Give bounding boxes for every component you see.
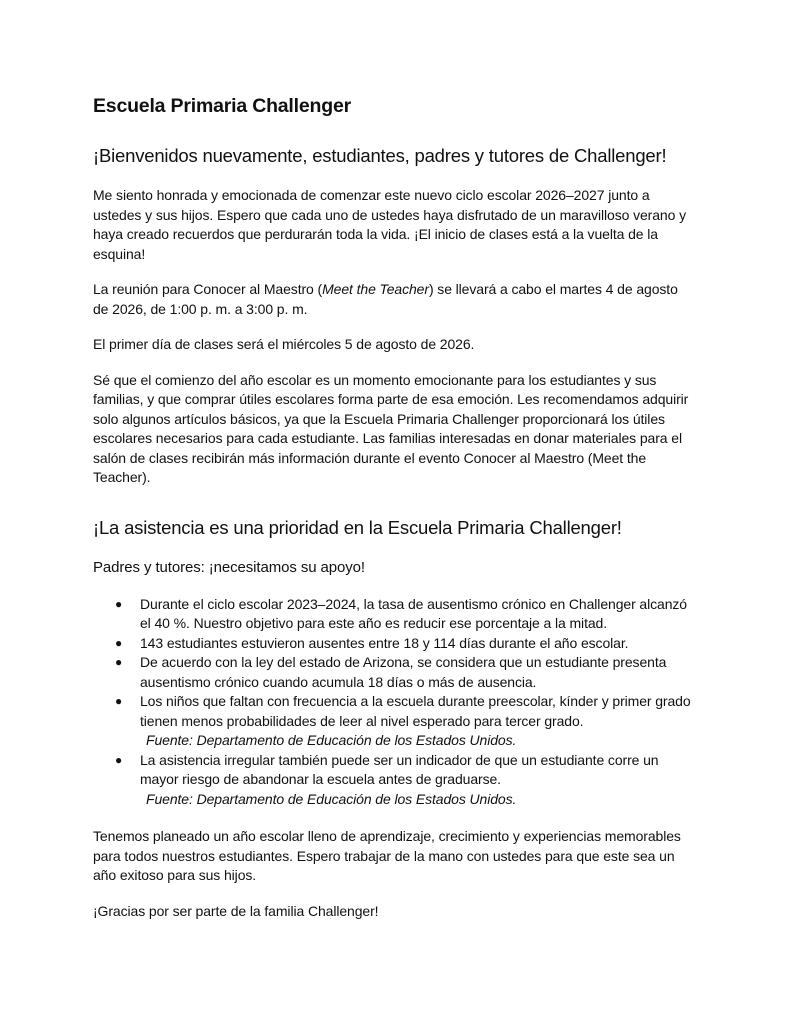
planning-paragraph: Tenemos planeado un año escolar lleno de aprendizaje, crecimiento y experiencias memorables para todos nuestros estudiantes. Espero trabajar de la mano con ustedes para que este sea un año exitoso para sus hijos.	[93, 828, 681, 883]
support-line: Padres y tutores: ¡necesitamos su apoyo!	[93, 558, 365, 576]
bullet-text: Durante el ciclo escolar 2023–2024, la tasa de ausentismo crónico en Challenger alcanzó el 40 %. Nuestro objetivo para este año es reducir ese porcentaje a la mitad.	[140, 595, 687, 631]
bullet-text: De acuerdo con la ley del estado de Arizona, se considera que un estudiante presenta ausentismo crónico cuando acumula 18 días o más de ausencia.	[140, 654, 667, 690]
bullet-text: 143 estudiantes estuvieron ausentes entre 18 y 114 días durante el año escolar.	[140, 634, 629, 651]
meet-teacher-paragraph	[93, 280, 695, 319]
first-day-paragraph: El primer día de clases será el miércoles 5 de agosto de 2026.	[93, 336, 475, 352]
closing-line: ¡Gracias por ser parte de la familia Challenger!	[93, 902, 379, 919]
bullet-icon: ●	[115, 655, 123, 669]
bullet-item	[115, 751, 695, 810]
bullet-source: Fuente: Departamento de Educación de los Estados Unidos.	[146, 790, 517, 807]
bullet-icon: ●	[115, 694, 123, 708]
bullet-icon: ●	[115, 752, 123, 767]
bullet-text: Los niños que faltan con frecuencia a la escuela durante preescolar, kínder y primer grado tienen menos probabilidades de leer al nivel esperado para tercer grado.	[140, 693, 691, 729]
intro-paragraph: Me siento honrada y emocionada de comenzar este nuevo ciclo escolar 2026–2027 junto a ustedes y sus hijos. Espero que cada uno de ustedes haya disfrutado de un maravilloso verano y haya creado recuerdos que perdurarán toda la vida. ¡El inicio de clases está a la vuelta de la esquina!	[93, 187, 686, 262]
bullet-item	[115, 692, 695, 751]
bullet-source: Fuente: Departamento de Educación de los Estados Unidos.	[146, 732, 517, 748]
document-title: Escuela Primaria Challenger	[93, 95, 351, 117]
bullet-item	[115, 634, 695, 654]
attendance-bullet-list	[93, 595, 695, 810]
bullet-icon: ●	[115, 635, 123, 650]
meet-teacher-before: La reunión para Conocer al Maestro (	[93, 281, 323, 297]
meet-teacher-after: ) se llevará a cabo el martes 4 de agosto de 2026, de 1:00 p. m. a 3:00 p. m.	[93, 281, 678, 317]
meet-teacher-italic: Meet the Teacher	[322, 281, 429, 297]
bullet-item	[115, 653, 695, 692]
bullet-icon: ●	[115, 596, 123, 611]
bullet-item	[115, 595, 695, 634]
welcome-heading: ¡Bienvenidos nuevamente, estudiantes, padres y tutores de Challenger!	[93, 145, 667, 166]
supplies-paragraph: Sé que el comienzo del año escolar es un momento emocionante para los estudiantes y sus familias, y que comprar útiles escolares forma parte de esa emoción. Les recomendamos adquirir solo algunos artículos básicos, ya que la Escuela Primaria Challenger proporcionará los útiles escolares necesarios para cada estudiante. Las familias interesadas en donar materiales para el salón de clases recibirán más información durante el evento Conocer al Maestro (Meet the Teacher).	[93, 371, 689, 485]
attendance-heading: ¡La asistencia es una prioridad en la Escuela Primaria Challenger!	[93, 516, 622, 538]
bullet-text: La asistencia irregular también puede ser un indicador de que un estudiante corre un mayor riesgo de abandonar la escuela antes de graduarse.	[140, 751, 659, 787]
